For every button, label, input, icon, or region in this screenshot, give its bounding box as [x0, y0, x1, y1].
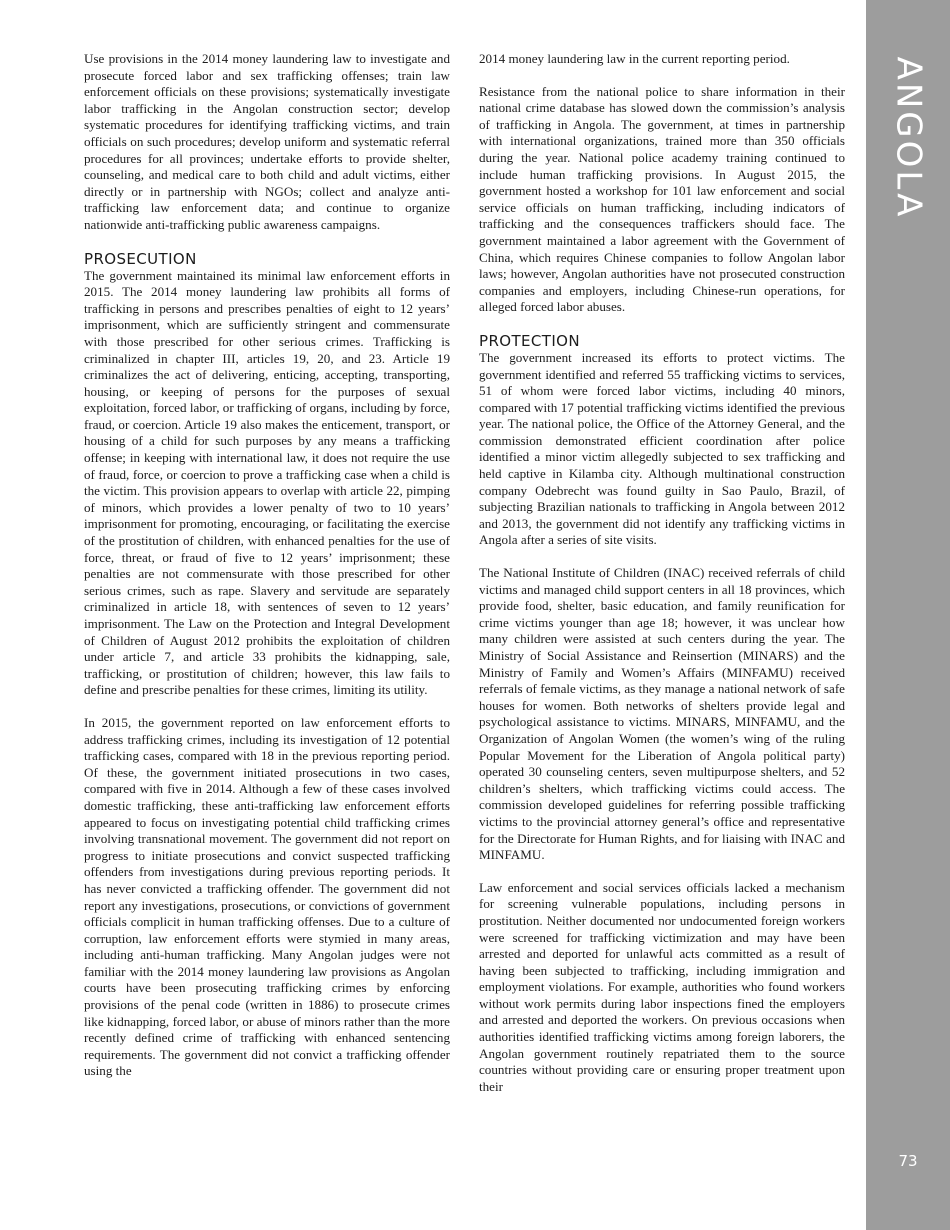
page-number: 73: [898, 1152, 918, 1170]
country-name: ANGOLA: [888, 56, 929, 219]
right-column: [479, 51, 845, 1111]
protection-paragraph-2: The National Institute of Children (INAC) received referrals of child victims and managed child support centers in all 18 provinces, which provide food, shelter, basic education, and family reunification for crime victims younger than age 18; however, it was unclear how many children were assisted at such centers during the year. The Ministry of Social Assistance and Reinsertion (MINARS) and the Ministry of Family and Women’s Affairs (MINFAMU) received referrals of female victims, as they manage a national network of safe houses for women. Both networks of shelters provide legal and psychological assistance to victims. MINARS, MINFAMU, and the Organization of Angolan Women (the women’s wing of the ruling Popular Movement for the Liberation of Angola political party) operated 30 counseling centers, seven multipurpose shelters, and 52 children’s shelters, which trafficking victims could access. The commission developed guidelines for referring possible trafficking victims to the provincial attorney general’s office and representative for the Directorate for Human Rights, and for liaising with INAC and MINFAMU.: [479, 565, 845, 863]
recommendations-paragraph: Use provisions in the 2014 money laundering law to investigate and prosecute forced labor and sex trafficking offenses; train law enforcement officials on these provisions; systematically investigate labor trafficking in the Angolan construction sector; develop systematic procedures for identifying trafficking victims, and train officials on such procedures; develop uniform and systematic referral procedures for all provinces; undertake efforts to provide shelter, counseling, and medical care to both child and adult victims, either directly or in partnership with NGOs; collect and analyze anti-trafficking law enforcement data; and continue to organize nationwide anti-trafficking public awareness campaigns.: [84, 51, 450, 232]
country-label: [866, 55, 950, 220]
left-column: [84, 51, 450, 1096]
prosecution-paragraph-1: The government maintained its minimal law enforcement efforts in 2015. The 2014 money laundering law prohibits all forms of trafficking in persons and prescribes penalties of eight to 12 years’ imprisonment, which are sufficiently stringent and commensurate with those prescribed for other serious crimes. Trafficking is criminalized in chapter III, articles 19, 20, and 23. Article 19 criminalizes the act of delivering, enticing, accepting, transporting, housing, or keeping of persons for the purposes of sexual exploitation, forced labor, or trafficking of organs, including by force, fraud, or coercion. Article 19 also makes the enticement, transport, or housing of a child for such purposes by any means a trafficking offense; in keeping with international law, it does not require the use of fraud, force, or coercion to prove a trafficking case when a child is the victim. This provision appears to overlap with article 22, pimping of minors, which provides a lower penalty of two to 10 years’ imprisonment for promoting, encouraging, or facilitating the exercise of the prostitution of children, with enhanced penalties for the use of force, threat, or fraud of five to 12 years’ imprisonment; these penalties are not commensurate with those prescribed for other serious crimes, such as rape. Slavery and servitude are separately criminalized in article 18, with sentences of seven to 12 years’ imprisonment. The Law on the Protection and Integral Development of Children of August 2012 prohibits the exploitation of children under article 7, and article 33 prohibits the kidnapping, sale, trafficking, or prostitution of children; however, this law fails to define and prescribe penalties for these crimes, limiting its utility.: [84, 267, 450, 698]
prosecution-heading: PROSECUTION: [84, 249, 197, 268]
continuation-line: 2014 money laundering law in the current reporting period.: [479, 51, 790, 66]
protection-heading: PROTECTION: [479, 331, 581, 350]
prosecution-paragraph-3: Resistance from the national police to share information in their national crime database has slowed down the commission’s analysis of trafficking in Angola. The government, at times in partnership with international organizations, trained more than 350 officials during the year. National police academy training continued to include human trafficking provisions. In August 2015, the government hosted a workshop for 101 law enforcement and social service officials on human trafficking, including indicators of trafficking and the consequences traffickers should face. The government maintained a labor agreement with the Government of China, which requires Chinese companies to follow Angolan labor laws; however, Angolan authorities have not prosecuted construction companies and employers, including Chinese-run operations, for alleged forced labor abuses.: [479, 83, 845, 315]
protection-paragraph-3: Law enforcement and social services officials lacked a mechanism for screening vulnerable populations, including persons in prostitution. Neither documented nor undocumented foreign workers were screened for trafficking victimization and may have been arrested and deported for unlawful acts committed as a result of having been subjected to trafficking, including immigration and employment violations. For example, authorities who found workers without work permits during labor inspections fined the employers and arrested and deported the workers. On previous occasions when authorities identified trafficking victims among foreign laborers, the Angolan government routinely repatriated them to the source countries without providing care or ensuring proper treatment upon their: [479, 879, 845, 1094]
protection-paragraph-1: The government increased its efforts to protect victims. The government identified and referred 55 trafficking victims to services, 51 of whom were forced labor victims, including 40 minors, compared with 17 potential trafficking victims identified the previous year. The national police, the Office of the Attorney General, and the commission demonstrated efficient coordination after police identified a minor victim allegedly subjected to sex trafficking and held captive in Kilamba city. Although multinational construction company Odebrecht was found guilty in Sao Paulo, Brazil, of subjecting Brazilian nationals to trafficking in Angola between 2012 and 2013, the government did not identify any trafficking victims in Angola after a series of site visits.: [479, 349, 845, 548]
prosecution-paragraph-2: In 2015, the government reported on law enforcement efforts to address trafficking crimes, including its investigation of 12 potential trafficking cases, compared with 18 in the previous reporting period. Of these, the government initiated prosecutions in two cases, compared with five in 2014. Although a few of these cases involved domestic trafficking, these anti-trafficking law enforcement efforts appeared to focus on investigating potential child trafficking crimes involving transnational movement. The government did not report on progress to initiate prosecutions and convict suspected trafficking offenders from investigations during previous reporting periods. It has never convicted a trafficking offender. The government did not report any investigations, prosecutions, or convictions of government officials complicit in human trafficking offenses. Due to a culture of corruption, law enforcement efforts were stymied in many areas, including anti-human trafficking. Many Angolan judges were not familiar with the 2014 money laundering law provisions as Angolan courts have been prosecuting trafficking crimes by enforcing provisions of the penal code (written in 1886) to prosecute crimes like kidnapping, forced labor, or abuse of minors rather than the more recently defined crime of trafficking with enhanced sentencing requirements. The government did not convict a trafficking offender using the: [84, 714, 450, 1079]
